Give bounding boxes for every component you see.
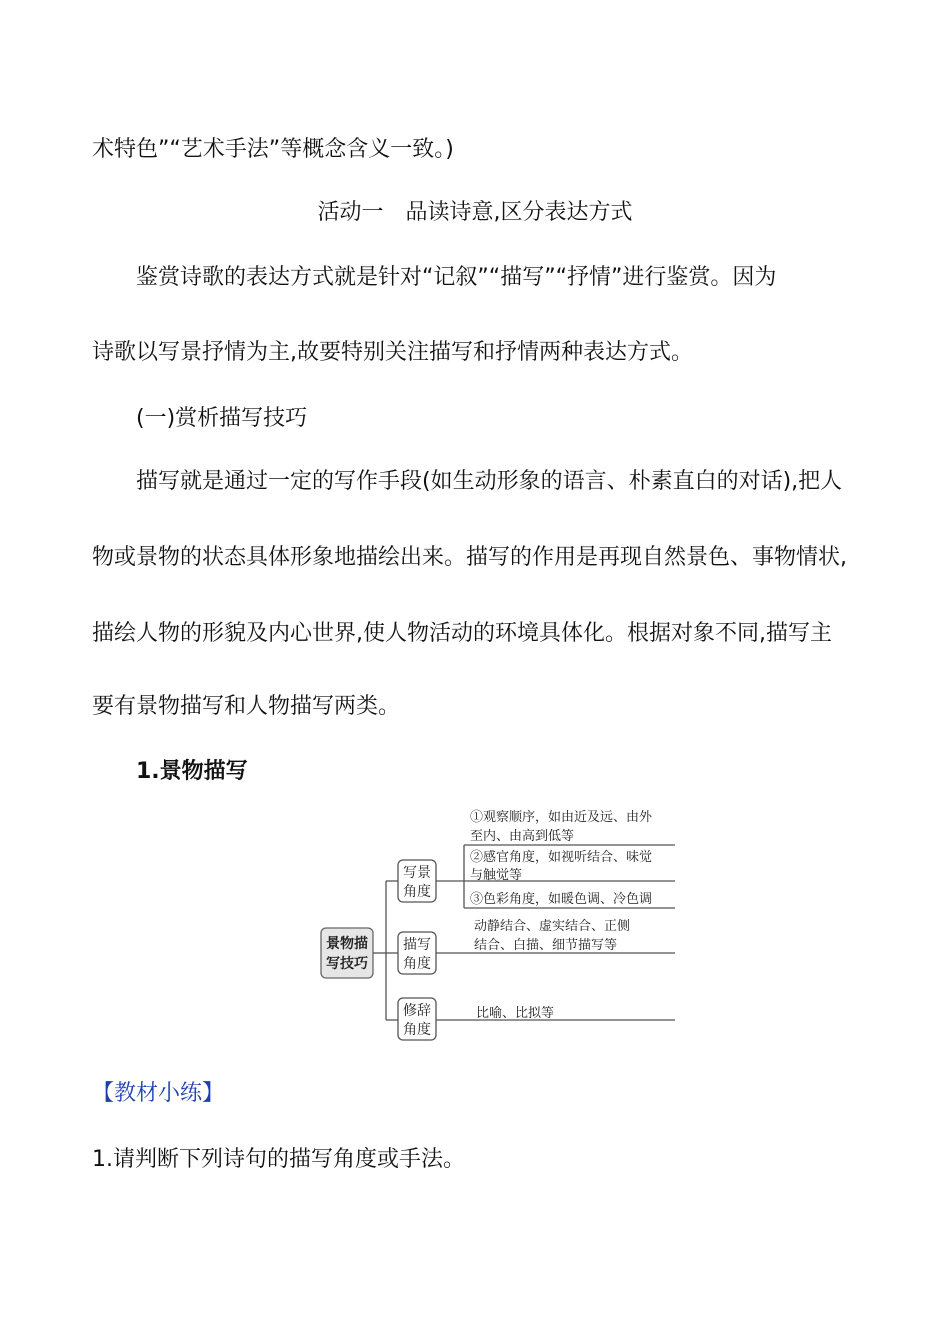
mindmap-leaf-text: 至内、由高到低等 <box>470 829 575 844</box>
paragraph-line: 术特色”“艺术手法”等概念含义一致。) <box>92 137 454 162</box>
paragraph-line: 要有景物描写和人物描写两类。 <box>92 694 401 719</box>
practice-title: 【教材小练】 <box>92 1081 225 1106</box>
mindmap-leaf-text: ②感官角度，如视听结合、味觉 <box>470 850 653 865</box>
mindmap-branch-label: 描写 <box>403 937 431 953</box>
mindmap-branch-label: 角度 <box>403 884 431 900</box>
mindmap-leaf-text: 动静结合、虚实结合、正侧 <box>474 919 631 934</box>
mindmap-leaf-text: 比喻、比拟等 <box>476 1006 555 1021</box>
activity-heading: 活动一 品读诗意,区分表达方式 <box>317 200 633 225</box>
mindmap-leaf-text: ③色彩角度，如暖色调、冷色调 <box>470 892 653 907</box>
mindmap-root-label: 景物描 <box>326 936 368 952</box>
mindmap-branch-label: 修辞 <box>403 1003 431 1019</box>
scenery-description-mindmap <box>300 795 690 1045</box>
mindmap-branch-label: 角度 <box>403 956 431 972</box>
mindmap-branch-label: 写景 <box>403 865 431 881</box>
subsection-heading: (一)赏析描写技巧 <box>136 406 308 431</box>
mindmap-leaf-text: 结合、白描、细节描写等 <box>474 938 618 953</box>
practice-question: 1.请判断下列诗句的描写角度或手法。 <box>92 1147 465 1172</box>
paragraph-line: 描绘人物的形貌及内心世界,使人物活动的环境具体化。根据对象不同,描写主 <box>92 621 832 646</box>
section-heading: 1.景物描写 <box>136 759 248 784</box>
paragraph-line: 描写就是通过一定的写作手段(如生动形象的语言、朴素直白的对话),把人 <box>136 469 843 494</box>
mindmap-leaf-text: 与触觉等 <box>470 868 523 883</box>
paragraph-line: 诗歌以写景抒情为主,故要特别关注描写和抒情两种表达方式。 <box>92 340 693 365</box>
paragraph-line: 物或景物的状态具体形象地描绘出来。描写的作用是再现自然景色、事物情状, <box>92 545 847 570</box>
mindmap-branch-label: 角度 <box>403 1022 431 1038</box>
mindmap-root-label: 写技巧 <box>326 956 368 972</box>
paragraph-line: 鉴赏诗歌的表达方式就是针对“记叙”“描写”“抒情”进行鉴赏。因为 <box>136 265 777 290</box>
mindmap-leaf-text: ①观察顺序，如由近及远、由外 <box>470 810 653 825</box>
